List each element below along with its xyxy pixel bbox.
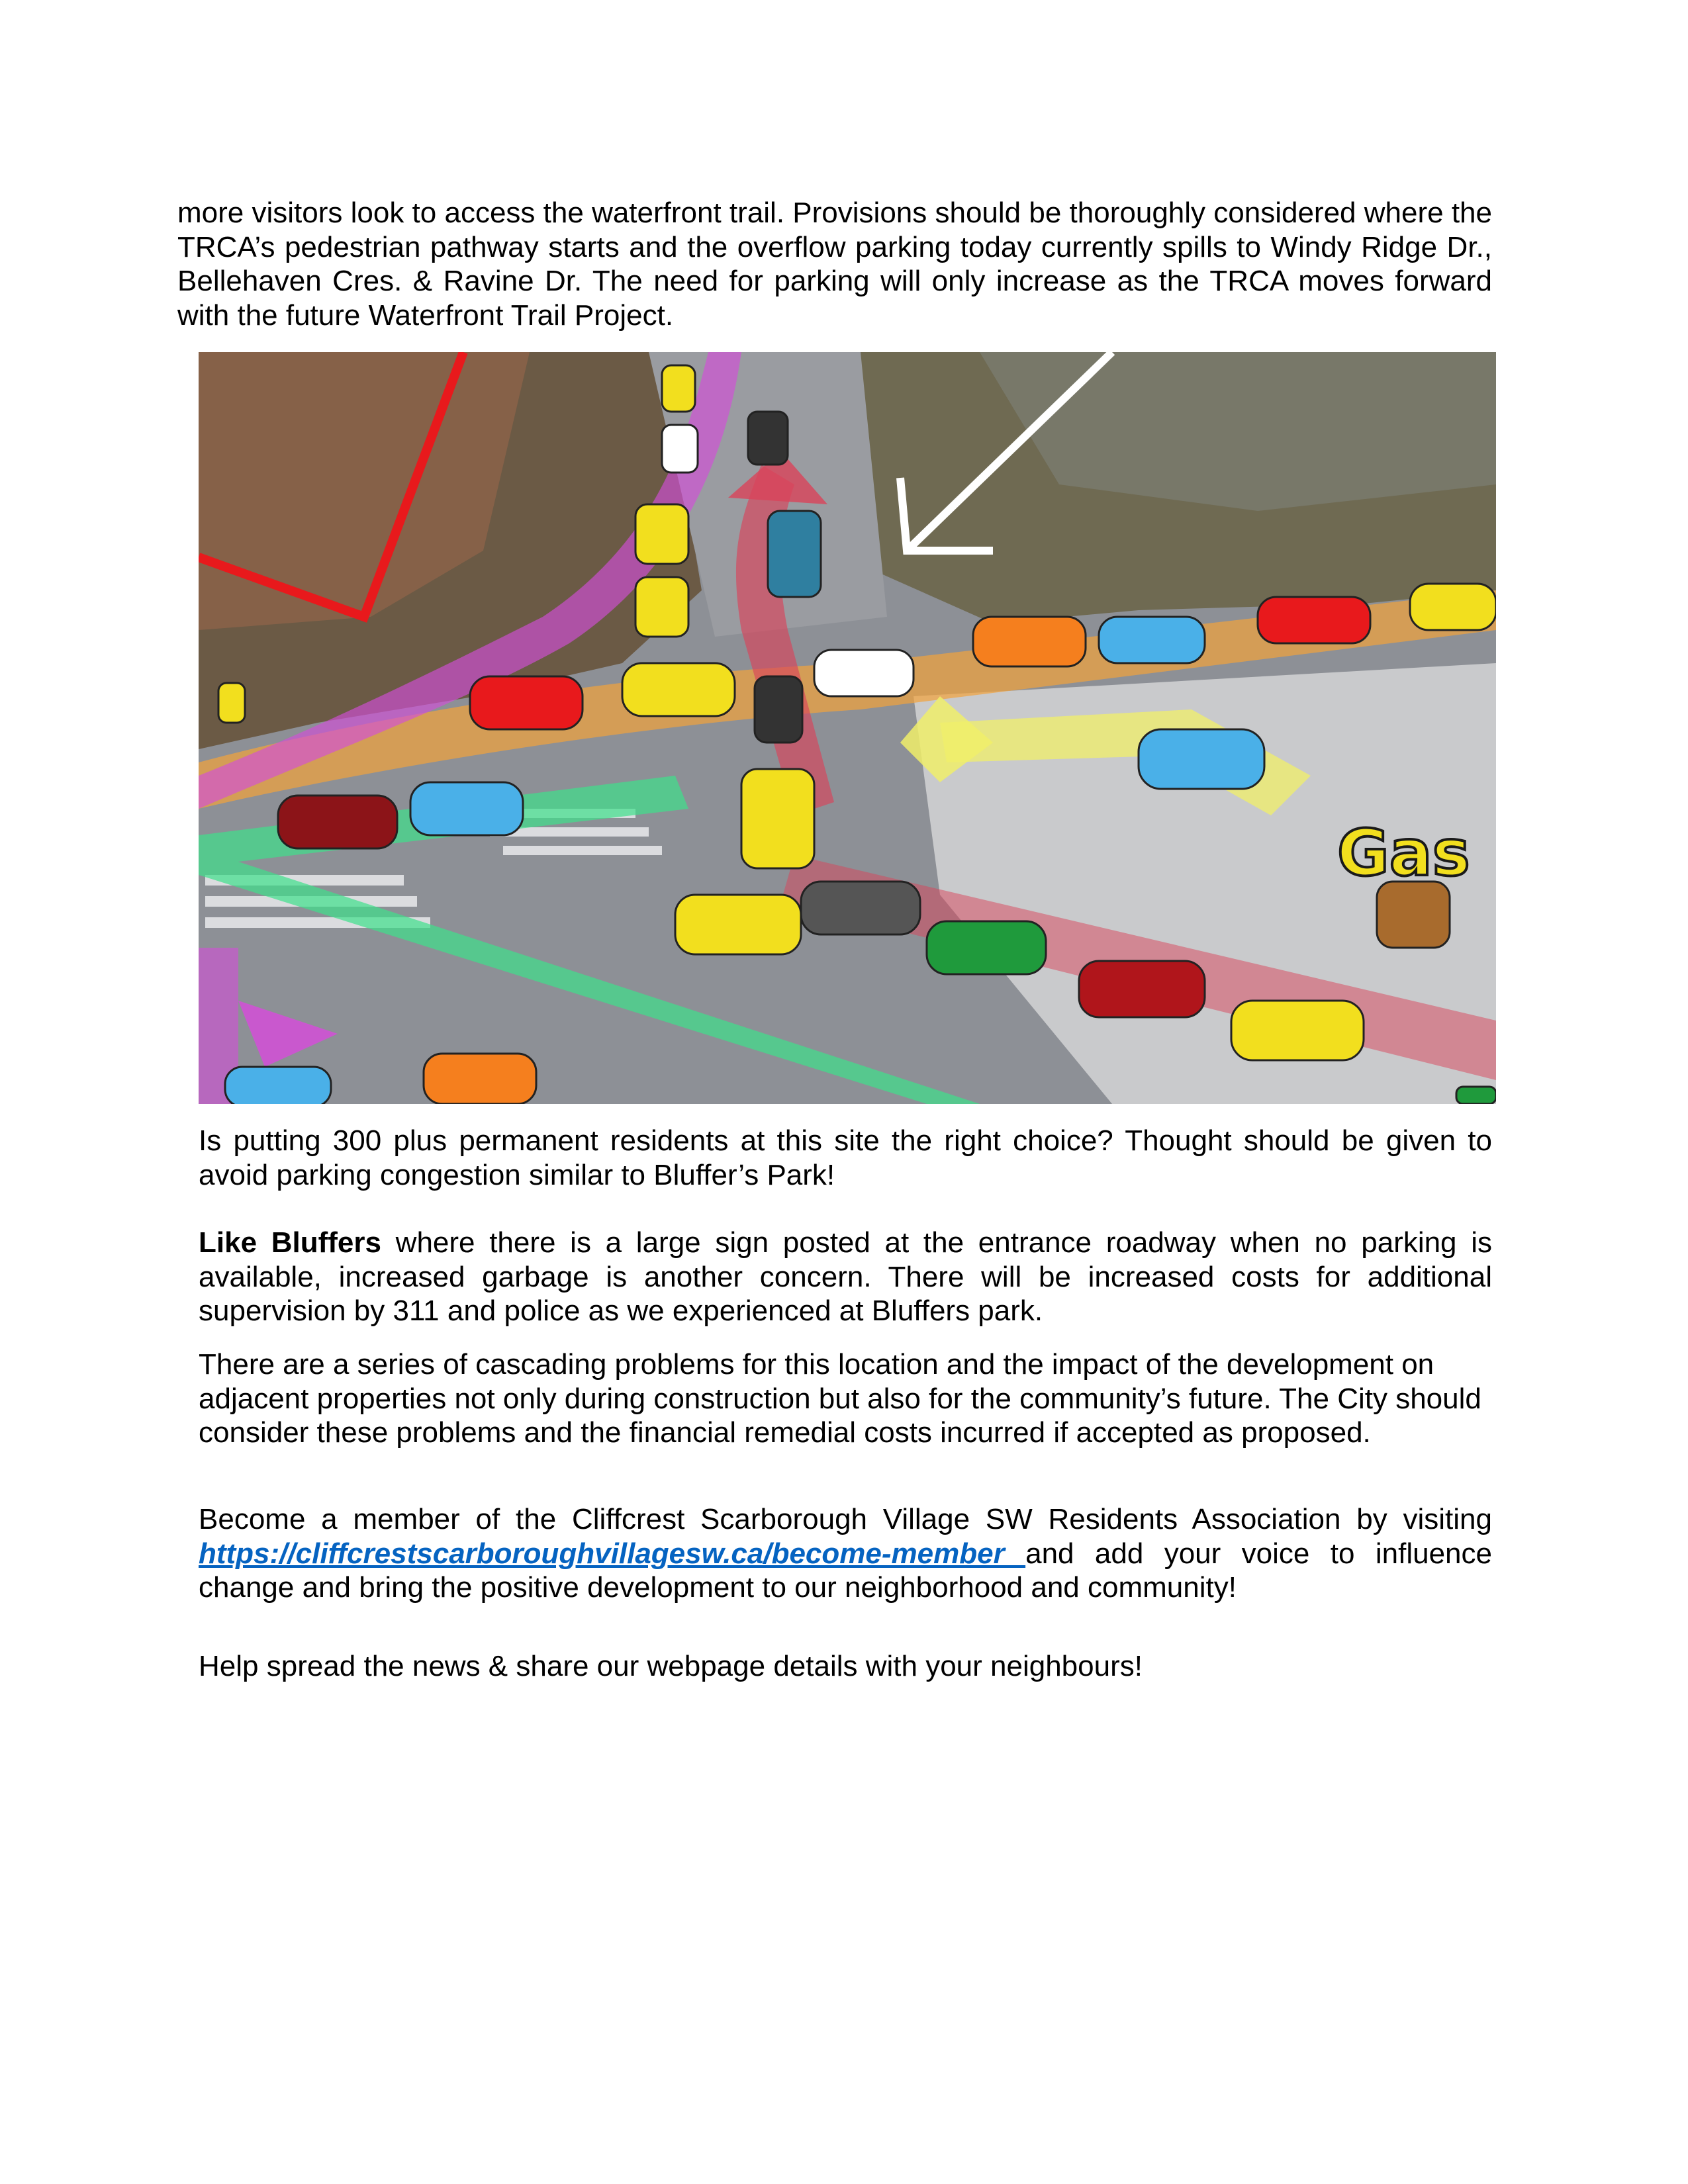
membership-paragraph bbox=[199, 1502, 1492, 1605]
membership-outro: and add your voice to influence change and bring the positive development to our neighborhood and community! bbox=[199, 1537, 1492, 1604]
bluffers-body: where there is a large sign posted at the entrance roadway when no parking is available, increased garbage is another concern. There will be increased costs for additional supervision by 311 and police as we experienced at Bluffers park. bbox=[199, 1226, 1492, 1327]
membership-intro: Become a member of the Cliffcrest Scarborough Village SW Residents Association by visiting bbox=[199, 1503, 1492, 1535]
become-member-link[interactable]: https://cliffcrestscarboroughvillagesw.ca/become-member bbox=[199, 1537, 1026, 1570]
problems-paragraph: There are a series of cascading problems for this location and the impact of the development on adjacent properties not only during construction but also for the community’s future. The City should consider these problems and the financial remedial costs incurred if accepted as proposed. bbox=[199, 1348, 1481, 1449]
bluffers-lead: Like Bluffers bbox=[199, 1226, 381, 1259]
question-paragraph: Is putting 300 plus permanent residents at this site the right choice? Thought should be given to avoid parking congestion similar to Bluffer’s Park! bbox=[199, 1124, 1492, 1191]
intro-paragraph: more visitors look to access the waterfront trail. Provisions should be thoroughly considered where the TRCA’s pedestrian pathway starts and the overflow parking today currently spills to Windy Ridge Dr., Bellehaven Cres. & Ravine Dr. The need for parking will only increase as the TRCA moves forward with the future Waterfront Trail Project. bbox=[177, 197, 1492, 332]
intersection-traffic-photo bbox=[199, 352, 1496, 1104]
gas-sign-text: Gas bbox=[1337, 816, 1470, 890]
bluffers-paragraph bbox=[199, 1226, 1492, 1328]
share-paragraph: Help spread the news & share our webpage details with your neighbours! bbox=[199, 1650, 1143, 1682]
